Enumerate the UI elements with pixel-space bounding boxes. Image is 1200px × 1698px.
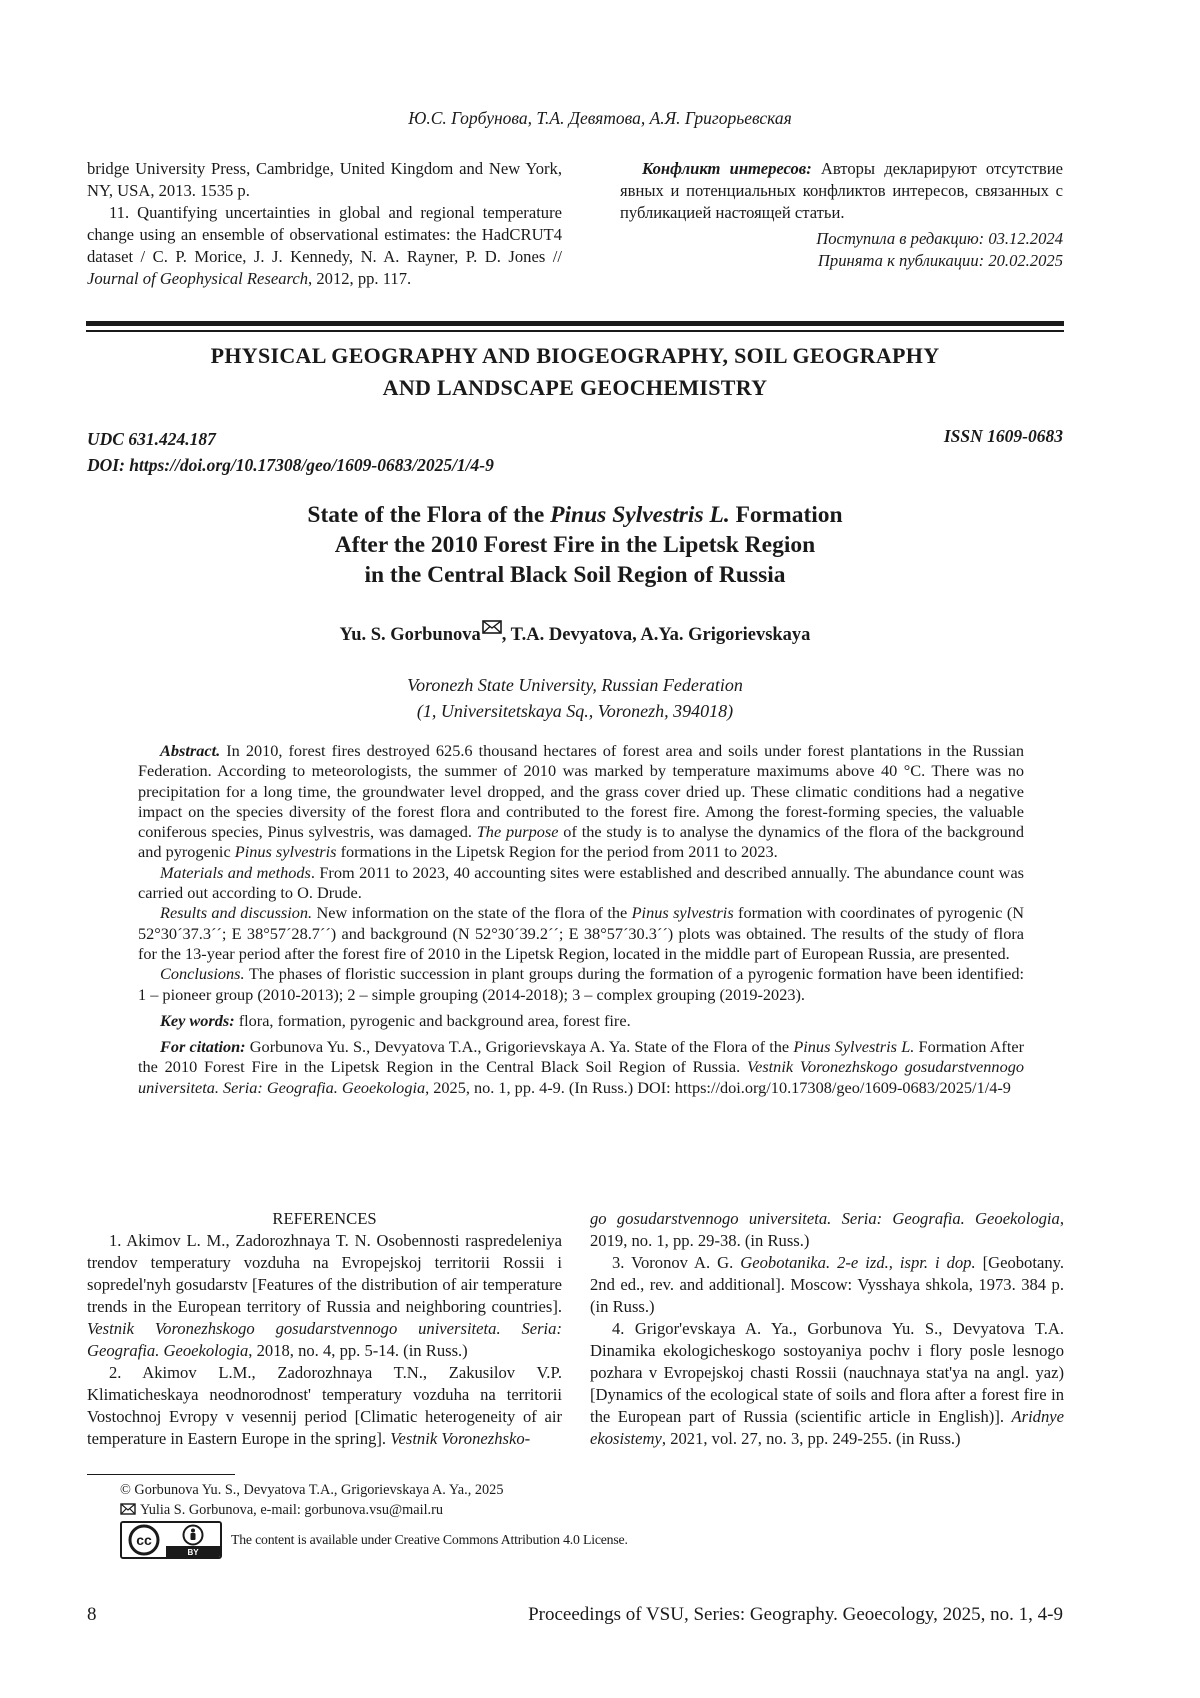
abstract-text-b: of the study is to analyse the dynamics of the flora of the background and pyrogenic: [138, 822, 1025, 862]
creative-commons-icon: [122, 1523, 220, 1557]
keywords-text: flora, formation, pyrogenic and background area, forest fire.: [234, 1010, 631, 1030]
keywords-paragraph: [138, 1011, 1024, 1031]
doi-link[interactable]: DOI: https://doi.org/10.17308/geo/1609-0683/2025/1/4-9: [87, 455, 494, 475]
reference-3: [590, 1252, 1064, 1318]
abstract-paragraph: [138, 741, 1024, 863]
conclusions-label: Conclusions.: [160, 964, 245, 984]
footnotes: [120, 1480, 503, 1520]
footnote-rule: [87, 1474, 235, 1475]
title-species: Pinus Sylvestris L.: [550, 502, 730, 528]
cc-by-license-badge[interactable]: [120, 1521, 222, 1559]
citation-text-b: Formation After the 2010 Forest Fire in the Lipetsk Region in the Central Black Soil Region of Russia.: [138, 1037, 1024, 1077]
conclusions-paragraph: [138, 964, 1024, 1005]
ref2-journal-end: go gosudarstvennogo universiteta. Seria: Geografia. Geoekologia: [590, 1209, 1060, 1228]
ref1-tail: , 2018, no. 4, pp. 5-14. (in Russ.): [248, 1341, 468, 1360]
article-title-line-2: After the 2010 Forest Fire in the Lipetsk Region: [334, 532, 816, 558]
udc-doi-block: [87, 426, 494, 478]
citation-text-a: Gorbunova Yu. S., Devyatova T.A., Grigorievskaya A. Ya. State of the Flora of the: [245, 1037, 794, 1057]
keywords-label: Key words:: [160, 1010, 235, 1030]
materials-methods-text: . From 2011 to 2023, 40 accounting sites were established and described annually. The abundance count was carried out according to O. Drude.: [138, 862, 1025, 903]
ref1-journal: Vestnik Voronezhskogo gosudarstvennogo universiteta. Seria: Geografia. Geoekologia: [87, 1319, 562, 1360]
materials-methods-paragraph: [138, 863, 1024, 904]
ref4-text: 4. Grigor'evskaya A. Ya., Gorbunova Yu. S., Devyatova T.A. Dinamika ekologicheskogo sostoyaniya pochv i flory posle lesnogo pozhara v Evropejskoj chasti Rossii (nauchnaya stat'ya na angl. yaz) [Dynamics of the ecological state of soils and flora after a forest fire in the European part of Russia (scientific article in English)].: [590, 1319, 1064, 1426]
results-discussion-label: Results and discussion.: [160, 903, 313, 923]
envelope-icon: [120, 1503, 136, 1515]
license-statement: The content is available under Creative Commons Attribution 4.0 License.: [231, 1532, 628, 1547]
ref3-title: Geobotanika. 2-e izd., ispr. i dop.: [740, 1253, 976, 1272]
section-title-line-1: PHYSICAL GEOGRAPHY AND BIOGEOGRAPHY, SOIL GEOGRAPHY: [210, 343, 940, 368]
affiliation-line-2: (1, Universitetskaya Sq., Voronezh, 394018): [416, 701, 734, 721]
section-divider-thin: [86, 330, 1064, 332]
authors: [86, 620, 1064, 646]
issn: ISSN 1609-0683: [943, 426, 1063, 446]
abstract-purpose-label: The purpose: [476, 822, 559, 842]
ref4-journal: Aridnye ekosistemy: [590, 1407, 1064, 1448]
abstract-species: Pinus sylvestris: [234, 842, 337, 862]
contact-email[interactable]: Yulia S. Gorbunova, e-mail: gorbunova.vsu@mail.ru: [140, 1502, 444, 1518]
results-text-a: New information on the state of the flora of the: [312, 903, 632, 923]
title-part-a: State of the Flora of the: [307, 502, 551, 528]
conflict-label: Конфликт интересов:: [642, 159, 812, 178]
contact-line: [120, 1500, 503, 1520]
references-right-column: [590, 1208, 1064, 1450]
citation-text-c: , 2025, no. 1, pp. 4-9. (In Russ.) DOI: https://doi.org/10.17308/geo/1609-0683/2025/1/4-9: [425, 1077, 1011, 1097]
reference-4: [590, 1318, 1064, 1450]
citation-journal: Vestnik Voronezhskogo gosudarstvennogo universiteta. Seria: Geografia. Geoekologia: [138, 1057, 1024, 1097]
ref3-tail: [Geobotany. 2nd ed., rev. and additional]. Moscow: Vysshaya shkola, 1973. 384 p. (in Russ.): [590, 1253, 1064, 1316]
conflict-statement: [620, 158, 1063, 224]
ref2-text: 2. Akimov L.M., Zadorozhnaya T.N., Zakusilov V.P. Klimaticheskaya neodnorodnost' temperatury vozduha na territorii Vostochnoj Evropy v vesennij period [Climatic heterogeneity of air temperature in Eastern Europe in the spring].: [87, 1363, 562, 1448]
citation-paragraph: [138, 1037, 1024, 1098]
citation-label: For citation:: [160, 1037, 246, 1057]
reference-2-tail: [590, 1208, 1064, 1252]
ref2-journal-start: Vestnik Voronezhsko-: [390, 1429, 531, 1448]
reference-2: [87, 1362, 562, 1450]
abstract-text-a: In 2010, forest fires destroyed 625.6 thousand hectares of forest area and soils under forest plantations in the Russian Federation. According to meteorologists, the summer of 2010 was marked by temperature maximums above 40 °C. There was no precipitation for a long time, the groundwater level dropped, and the grass cover dried up. These climatic conditions had a negative impact on the species diversity of the forest flora and contributed to the forest fire. Among the forest-forming species, the valuable coniferous species, Pinus sylvestris, was damaged.: [138, 741, 1024, 842]
conflict-text: Авторы декларируют отсутствие явных и потенциальных конфликтов интересов, связанных с публикацией настоящей статьи.: [620, 159, 1064, 222]
co-authors: , T.A. Devyatova, A.Ya. Grigorievskaya: [501, 625, 811, 645]
article-title-line-3: in the Central Black Soil Region of Russia: [364, 562, 786, 588]
abstract-text-c: formations in the Lipetsk Region for the period from 2011 to 2023.: [336, 842, 778, 862]
copyright-line: © Gorbunova Yu. S., Devyatova T.A., Grigorievskaya A. Ya., 2025: [120, 1482, 504, 1498]
reference-10-tail: bridge University Press, Cambridge, United Kingdom and New York, NY, USA, 2013. 1535 p.: [87, 159, 562, 200]
references-continued: [87, 158, 562, 290]
article-title: [86, 500, 1064, 590]
references-left-column: [87, 1208, 562, 1450]
article-title-line-1: [86, 500, 1064, 530]
page-number: 8: [87, 1604, 97, 1625]
citation-species: Pinus Sylvestris L.: [793, 1037, 915, 1057]
ref4-tail: , 2021, vol. 27, no. 3, pp. 249-255. (in Russ.): [661, 1429, 961, 1448]
corresponding-author: Yu. S. Gorbunova: [339, 625, 481, 645]
ref3-pre: 3. Voronov A. G.: [612, 1253, 741, 1272]
ref2-tail: , 2019, no. 1, pp. 29-38. (in Russ.): [590, 1209, 1064, 1250]
cc-mark-text: cc: [136, 1532, 152, 1548]
conclusions-text: The phases of floristic succession in plant groups during the formation of a pyrogenic formation have been identified: 1 – pioneer group (2010-2013); 2 – simple grouping (2014-2018); 3 – complex grouping (2019-2023).: [138, 964, 1024, 1004]
received-date: Поступила в редакцию: 03.12.2024: [816, 229, 1063, 248]
abstract-label: Abstract.: [160, 741, 221, 760]
ref11-tail: , 2012, pp. 117.: [308, 269, 412, 288]
reference-1: [87, 1230, 562, 1362]
accepted-date: Принята к публикации: 20.02.2025: [817, 251, 1063, 270]
udc-code: UDC 631.424.187: [87, 429, 216, 449]
results-discussion-paragraph: [138, 903, 1024, 964]
abstract: [138, 741, 1024, 1098]
conflict-of-interest-block: [620, 158, 1063, 272]
materials-methods-label: Materials and methods: [160, 862, 311, 882]
by-mark-text: BY: [187, 1548, 199, 1557]
section-title: [86, 340, 1064, 404]
results-text-b: formation with coordinates of pyrogenic (N 52°30´37.3´´; E 38°57´28.7´´) and background (N 52°30´39.2´´; E 38°57´30.3´´) plots was obtained. The results of the study of flora for the 13-year period after the forest fire of 2010 in the Lipetsk Region, located in the middle part of European Russia, are presented.: [138, 903, 1025, 963]
ref1-text: 1. Akimov L. M., Zadorozhnaya T. N. Osobennosti raspredeleniya trendov temperatury vozduha na Evropejskoj territorii Rossii i sopredel'nyh gosudarstv [Features of the distribution of air temperature trends in the European territory of Russia and neighboring countries].: [87, 1231, 562, 1316]
affiliation-line-1: Voronezh State University, Russian Federation: [407, 675, 743, 695]
ref11-text: 11. Quantifying uncertainties in global and regional temperature change using an ensemble of observational estimates: the HadCRUT4 dataset / C. P. Morice, J. J. Kennedy, N. A. Rayner, P. D. Jones //: [87, 203, 562, 266]
affiliation: [86, 672, 1064, 724]
title-part-b: Formation: [729, 502, 843, 528]
reference-11: [87, 202, 562, 290]
section-divider-thick: [86, 321, 1064, 326]
references-heading: REFERENCES: [272, 1209, 377, 1228]
envelope-icon: [482, 620, 502, 634]
running-head: Ю.С. Горбунова, Т.А. Девятова, А.Я. Григорьевская: [408, 108, 792, 128]
section-title-line-2: AND LANDSCAPE GEOCHEMISTRY: [382, 375, 768, 400]
ref11-journal: Journal of Geophysical Research: [87, 269, 309, 288]
journal-footer: Proceedings of VSU, Series: Geography. Geoecology, 2025, no. 1, 4-9: [528, 1604, 1063, 1625]
results-species: Pinus sylvestris: [631, 903, 734, 923]
